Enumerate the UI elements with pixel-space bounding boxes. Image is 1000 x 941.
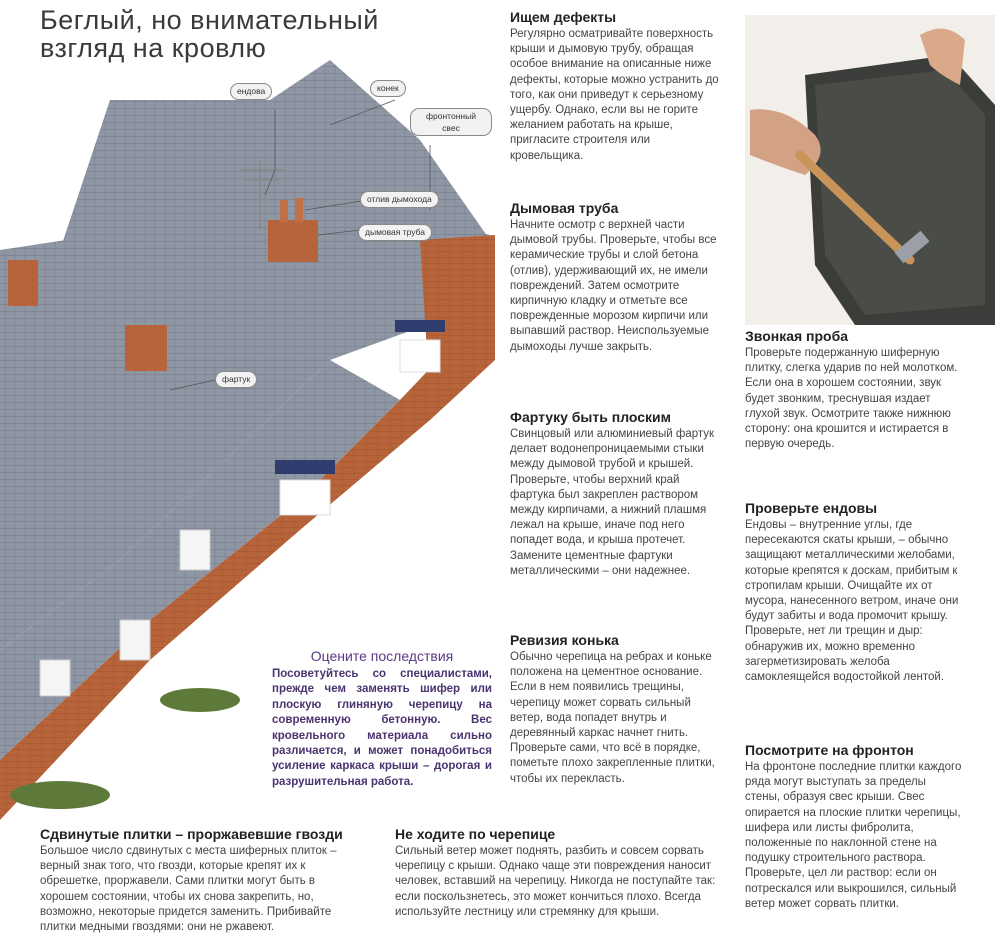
- slate-test-photo: [745, 15, 995, 325]
- title-line-2: взгляд на кровлю: [40, 33, 267, 63]
- section-text: Сильный ветер может поднять, разбить и совсем сорвать черепицу с крыши. Однако чаще эти повреждения наносит человек, вставший на черепицу. Никогда не поступайте так: если поскользнетесь, это может кончиться плохо. Всегда используйте лестницу или стремянку для крыши.: [395, 845, 716, 918]
- label-konek: конек: [370, 80, 406, 97]
- window: [400, 340, 440, 372]
- section-defects: [510, 9, 725, 164]
- section-no-walk: [395, 826, 725, 920]
- section-heading: Проверьте ендовы: [745, 500, 878, 516]
- title-line-1: Беглый, но внимательный: [40, 5, 379, 35]
- section-valleys: [745, 500, 963, 685]
- label-frontonny-sves: фронтонный свес: [410, 108, 492, 136]
- section-heading: Звонкая проба: [745, 328, 849, 344]
- section-text: Проверьте подержанную шиферную плитку, слегка ударив по ней молотком. Если она в хорошем состоянии, звук будет звонким, треснувшая издает глухой звук. Осмотрите также нижнюю сторону: она крошится и истирается в первую очередь.: [745, 347, 958, 451]
- section-heading: Дымовая труба: [510, 200, 619, 216]
- section-slipped-tiles: [40, 826, 360, 935]
- section-heading: Посмотрите на фронтон: [745, 742, 914, 758]
- section-sound-test: [745, 328, 965, 452]
- section-heading: Не ходите по черепице: [395, 826, 556, 842]
- label-fartuk: фартук: [215, 371, 257, 388]
- window-canopy: [395, 320, 445, 332]
- section-flashing: [510, 409, 720, 579]
- section-text: Начните осмотр с верхней части дымовой трубы. Проверьте, чтобы все керамические трубы и слой бетона (отлив), удерживающий их, не имели повреждений. Затем осмотрите кирпичную кладку и отметьте все поврежденные морозом кирпичи или выпавший раствор. Неиспользуемые дымоходы лучше закрыть.: [510, 219, 717, 353]
- window: [280, 480, 330, 515]
- section-chimney: [510, 200, 720, 355]
- callout-box: [272, 648, 492, 790]
- callout-text: Посоветуйтесь со специалистами, прежде чем заменять шифер или плоскую глиняную черепицу на современную бетонную. Вес кровельного материала сильно различается, и может понадобиться усиление каркаса крыши – дорогая и разрушительная работа.: [272, 668, 492, 788]
- chimney: [8, 260, 38, 306]
- section-ridge: [510, 632, 720, 787]
- section-heading: Фартуку быть плоским: [510, 409, 672, 425]
- section-text: На фронтоне последние плитки каждого ряда могут выступать за пределы стены, образуя свес крыши. Свес опирается на плоские плитки черепицы, шифера или листы фибролита, положенные по наклонной стене на подушку строительного раствора. Проверьте, цел ли раствор: если он потрескался или выкрошился, сильный ветер может сорвать плитки.: [745, 761, 962, 910]
- chimney: [125, 325, 167, 371]
- section-text: Свинцовый или алюминиевый фартук делает водонепроницаемыми стыки между дымовой трубой и крышей. Проверьте, чтобы верхний край фартука был закреплен раствором между кирпичами, а нижний плашмя лежал на крыше, иначе под него попадет вода, и крыша протечет. Замените цементные фартуки металлическими – они надежнее.: [510, 428, 715, 577]
- section-text: Регулярно осматривайте поверхность крыши и дымовую трубу, обращая особое внимание на описанные ниже дефекты, которые можно устранить до того, как они приведут к серьезному ущербу. Однако, если вы не горите желанием работать на крыше, пригласите строителя или кровельщика.: [510, 28, 719, 162]
- label-otliv: отлив дымохода: [360, 191, 439, 208]
- label-endova: ендова: [230, 83, 272, 100]
- window-canopy: [275, 460, 335, 474]
- chimney: [268, 220, 318, 262]
- section-text: Ендовы – внутренние углы, где пересекаются скаты крыши, – обычно защищают металлическими желобами, которые крепятся к доскам, прибитым к стропилам крыши. Очищайте их от мусора, нанесенного ветром, иначе они будут забиты и вода промочит крышу. Проверьте, нет ли трещин и дыр: обнаружив их, можно временно загерметизировать желоба самоклеящейся водостойкой лентой.: [745, 519, 959, 684]
- section-text: Большое число сдвинутых с места шиферных плиток – верный знак того, что гвозди, которые крепят их к обрешетке, проржавели. Сами плитки могут быть в хорошем состоянии, чтобы их снова закрепить, но, возможно, некоторые придется заменить. Прибивайте плитки медными гвоздями: они не ржавеют.: [40, 845, 337, 934]
- label-dymovaya-truba: дымовая труба: [358, 224, 432, 241]
- page-title: [40, 6, 460, 62]
- section-gable: [745, 742, 963, 912]
- section-heading: Сдвинутые плитки – проржавевшие гвозди: [40, 826, 343, 842]
- section-heading: Ревизия конька: [510, 632, 619, 648]
- section-text: Обычно черепица на ребрах и коньке положена на цементное основание. Если в нем появились трещины, черепицу может сорвать сильный ветер, вода попадет внутрь и деревянный каркас начнет гнить. Проверьте сами, что всё в порядке, пометьте плохо закрепленные плитки, чтобы их перекласть.: [510, 651, 715, 785]
- section-heading: Ищем дефекты: [510, 9, 617, 25]
- callout-heading: Оцените последствия: [310, 648, 454, 664]
